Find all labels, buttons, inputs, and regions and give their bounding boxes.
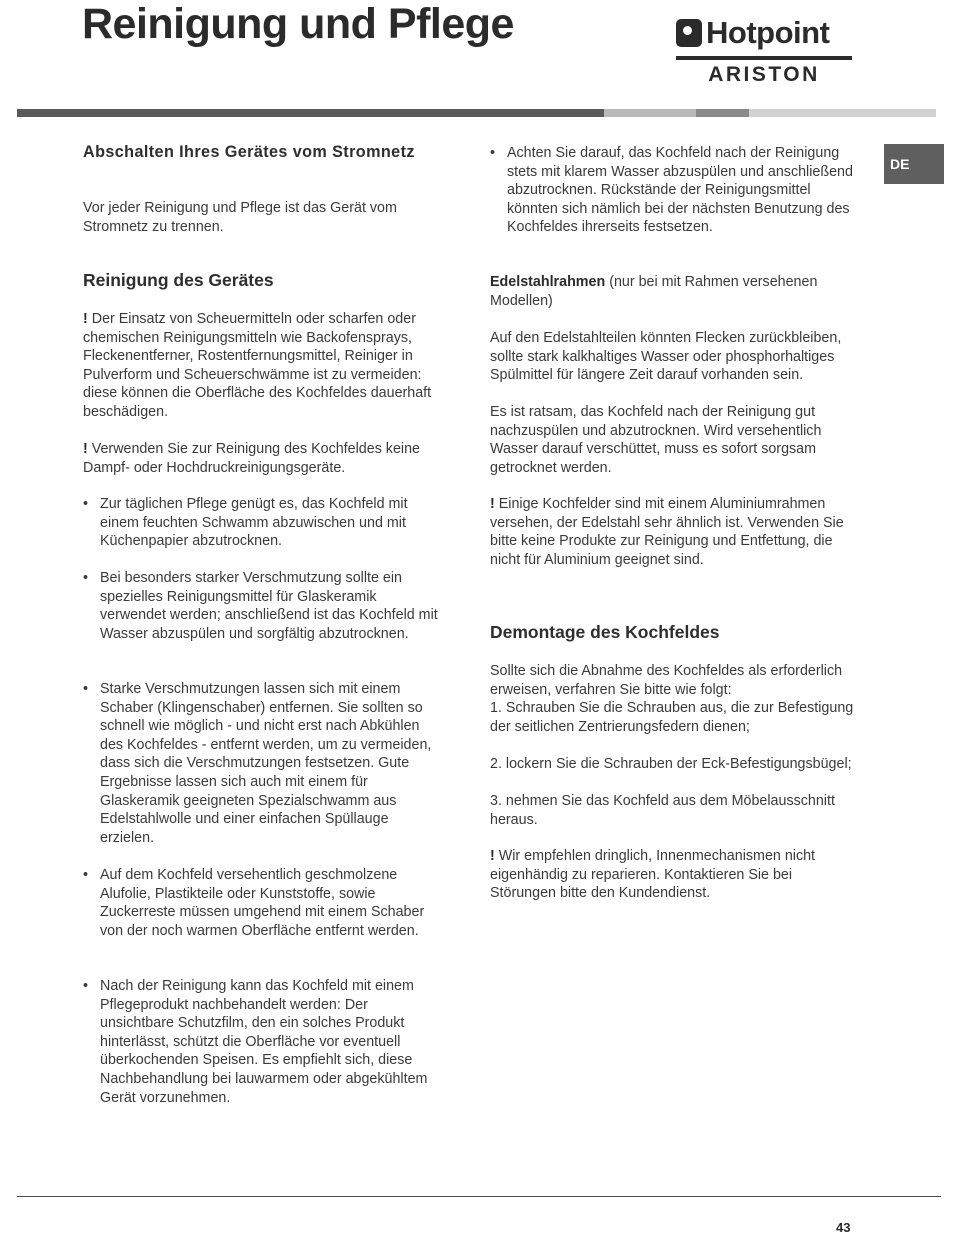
page-number: 43 — [836, 1220, 851, 1235]
removal-step-2: 2. lockern Sie die Schrauben der Eck-Befestigungsbügel; — [490, 756, 852, 772]
frame-note: (nur bei mit Rahmen versehenen Modellen) — [490, 274, 818, 309]
warning-mark: ! — [83, 311, 88, 327]
list-item: • Bei besonders starker Verschmutzung sollte ein spezielles Reinigungsmittel für Glaskeramik verwendet werden; anschließend ist das Kochfeld mit Wasser abzuspülen und sorgfältig abzutrocknen. — [83, 569, 445, 643]
frame-label: Edelstahlrahmen — [490, 274, 606, 290]
list-item: • Zur täglichen Pflege genügt es, das Kochfeld mit einem feuchten Schwamm abzuwischen und mit Küchenpapier abzutrocknen. — [83, 495, 445, 551]
warning-repairs — [490, 847, 856, 903]
removal-step-3: 3. nehmen Sie das Kochfeld aus dem Möbelausschnitt heraus. — [490, 793, 835, 828]
brand-logo — [676, 16, 854, 88]
warning-mark: ! — [83, 441, 88, 457]
paragraph-disconnect: Vor jeder Reinigung und Pflege ist das Gerät vom Stromnetz zu trennen. — [83, 200, 397, 235]
warning-mark: ! — [490, 496, 495, 512]
page-title: Reinigung und Pflege — [82, 0, 514, 48]
list-item: • Auf dem Kochfeld versehentlich geschmolzene Alufolie, Plastikteile oder Kunststoffe, sowie Zuckerreste müssen umgehend mit einem Schaber von der noch warmen Oberfläche entfernt werden. — [83, 866, 445, 940]
paragraph-removal-intro: Sollte sich die Abnahme des Kochfeldes als erforderlich erweisen, verfahren Sie bitte wie folgt: — [490, 663, 843, 698]
paragraph-frame-rinse: Es ist ratsam, das Kochfeld nach der Reinigung gut nachzuspülen und abzutrocknen. Wird versehentlich Wasser darauf verschüttet, muss es sofort sorgsam getrocknet werden. — [490, 404, 822, 476]
warning-abrasives — [83, 310, 445, 422]
list-item: • Achten Sie darauf, das Kochfeld nach der Reinigung stets mit klarem Wasser abzuspülen und anschließend abzutrocknen. Rückstände der Reinigungsmittel könnten sich nämlich bei der nächsten Benutzung des Kochfeldes ihrerseits festsetzen. — [490, 144, 856, 237]
warning-steam — [83, 440, 445, 477]
warning-text: Verwenden Sie zur Reinigung des Kochfeldes keine Dampf- oder Hochdruckreinigungsgeräte. — [83, 441, 420, 476]
paragraph-frame-label — [490, 273, 856, 310]
brand-logo-icon — [676, 19, 702, 47]
header-rule-mid — [696, 109, 749, 117]
brand-logo-wordmark: Hotpoint — [706, 15, 830, 50]
footer-rule — [17, 1196, 941, 1197]
removal-step-1: 1. Schrauben Sie die Schrauben aus, die zur Befestigung der seitlichen Zentrierungsfedern dienen; — [490, 700, 854, 735]
header-rule-lightest — [749, 109, 936, 117]
section-heading-disconnect: Abschalten Ihres Gerätes vom Stromnetz — [83, 143, 415, 161]
list-item: • Nach der Reinigung kann das Kochfeld mit einem Pflegeprodukt nachbehandelt werden: Der unsichtbare Schutzfilm, den ein solches Produkt hinterlässt, schützt die Oberfläche vor eventuell überkochenden Speisen. Es empfiehlt sich, diese Nachbehandlung bei lauwarmem oder abgekühltem Gerät vorzunehmen. — [83, 977, 445, 1107]
section-heading-cleaning: Reinigung des Gerätes — [83, 270, 274, 290]
brand-logo-subline: ARISTON — [708, 63, 820, 86]
warning-text: Einige Kochfelder sind mit einem Aluminiumrahmen versehen, der Edelstahl sehr ähnlich ist. Verwenden Sie bitte keine Produkte zur Reinigung und Entfettung, die nicht für Aluminium geeignet sind. — [490, 496, 844, 568]
warning-text: Der Einsatz von Scheuermitteln oder scharfen oder chemischen Reinigungsmitteln wie Backofensprays, Fleckenentferner, Rostentfernungsmittel, Reiniger in Pulverform und Scheuerschwämme ist zu vermeiden: diese können die Oberfläche des Kochfeldes dauerhaft beschädigen. — [83, 311, 432, 420]
warning-aluminium — [490, 495, 856, 569]
warning-mark: ! — [490, 848, 495, 864]
warning-text: Wir empfehlen dringlich, Innenmechanismen nicht eigenhändig zu reparieren. Kontaktieren Sie bei Störungen bitte den Kundendienst. — [490, 848, 816, 902]
paragraph-frame-stains: Auf den Edelstahlteilen könnten Flecken zurückbleiben, sollte stark kalkhaltiges Wasser oder phosphorhaltiges Spülmittel für längere Zeit darauf vorhanden sein. — [490, 330, 842, 384]
header-rule-dark — [17, 109, 604, 117]
brand-logo-rule — [676, 56, 852, 60]
list-item: • Starke Verschmutzungen lassen sich mit einem Schaber (Klingenschaber) entfernen. Sie sollten so schnell wie möglich - und nicht erst nach Abkühlen des Kochfeldes - entfernt werden, um zu vermeiden, dass sich die Verschmutzungen festsetzen. Gute Ergebnisse lassen sich auch mit einem für Glaskeramik geeigneten Spezialschwamm aus Edelstahlwolle und einer einfachen Spüllauge erzielen. — [83, 680, 445, 847]
header-rule-light — [604, 109, 696, 117]
language-tab: DE — [884, 144, 944, 184]
section-heading-removal: Demontage des Kochfeldes — [490, 622, 720, 642]
